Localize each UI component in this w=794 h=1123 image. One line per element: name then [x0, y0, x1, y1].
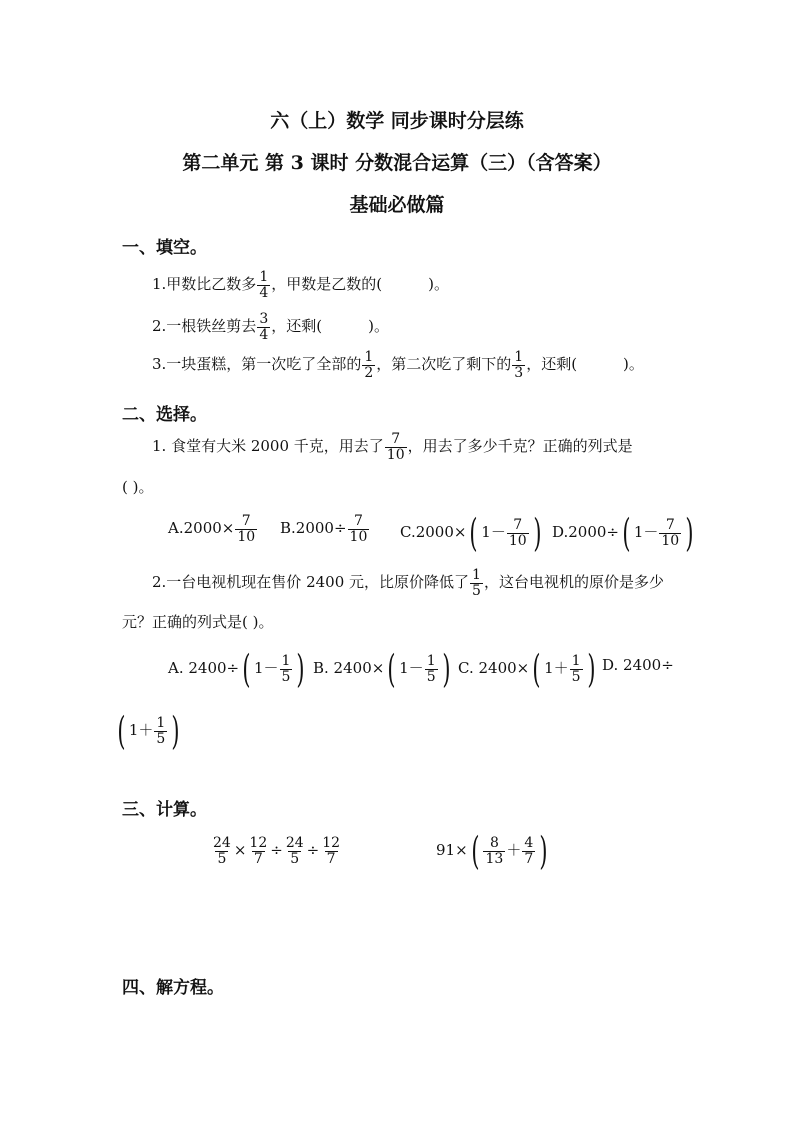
- option-2b[interactable]: B. 2400×( 1－ $\frac{1}{5}$ ): [313, 647, 451, 691]
- fraction: $\frac{3}{4}$: [259, 311, 269, 343]
- option-1c[interactable]: C.2000×( 1－ $\frac{7}{10}$ ): [400, 511, 542, 555]
- choice-question-1: 1. 食堂有大米 2000 千克，用去了 $\frac{7}{10}$ ，用去了多少千克？正确的列式是: [152, 431, 633, 463]
- option-1a[interactable]: A.2000× $\frac{7}{10}$: [168, 513, 256, 545]
- choice-question-1-answer-line[interactable]: ( )。: [122, 478, 154, 496]
- fill-question-3: 3.一块蛋糕，第一次吃了全部的 $\frac{1}{2}$ ，第二次吃了剩下的 $\frac{1}{3}$ ，还剩( )。: [152, 349, 644, 381]
- section-equation-heading: 四、解方程。: [122, 978, 224, 998]
- option-1d[interactable]: D.2000÷( 1－ $\frac{7}{10}$ ): [552, 511, 694, 555]
- option-2d-label[interactable]: D. 2400÷: [602, 656, 674, 674]
- option-1b[interactable]: B.2000÷ $\frac{7}{10}$: [280, 513, 368, 545]
- section-fill-in-heading: 一、填空。: [122, 238, 207, 258]
- fraction: $\frac{1}{4}$: [259, 269, 269, 301]
- fraction: $\frac{7}{10}$: [386, 431, 405, 463]
- level-title: 基础必做篇: [349, 194, 445, 216]
- fraction: $\frac{1}{3}$: [514, 349, 524, 381]
- fraction: $\frac{1}{5}$: [472, 567, 481, 599]
- fill-question-1: 1.甲数比乙数多 $\frac{1}{4}$ ，甲数是乙数的( )。: [152, 269, 449, 301]
- choice-question-2: 2.一台电视机现在售价 2400 元，比原价降低了 $\frac{1}{5}$ ，这台电视机的原价是多少: [152, 567, 664, 599]
- fraction: $\frac{1}{2}$: [364, 349, 374, 381]
- choice-question-2-answer-line[interactable]: 元？正确的列式是( )。: [122, 613, 274, 631]
- option-2d-expression[interactable]: ( 1＋ $\frac{1}{5}$ ): [117, 709, 180, 753]
- page-title: 六（上）数学 同步课时分层练: [270, 110, 524, 132]
- section-choice-heading: 二、选择。: [122, 405, 207, 425]
- lesson-title: 第二单元 第 3 课时 分数混合运算（三）（含答案）: [182, 152, 612, 174]
- option-2c[interactable]: C. 2400×( 1＋ $\frac{1}{5}$ ): [458, 647, 596, 691]
- calc-expression-2: 91×( $\frac{8}{13}$ ＋ $\frac{4}{7}$ ): [436, 829, 548, 873]
- section-calculate-heading: 三、计算。: [122, 800, 207, 820]
- fill-question-2: 2.一根铁丝剪去 $\frac{3}{4}$ ，还剩( )。: [152, 311, 389, 343]
- option-2a[interactable]: A. 2400÷( 1－ $\frac{1}{5}$ ): [168, 647, 305, 691]
- calc-expression-1: $\frac{24}{5}$ × $\frac{12}{7}$ ÷ $\frac{24}{5}$ ÷ $\frac{12}{7}$: [213, 835, 341, 867]
